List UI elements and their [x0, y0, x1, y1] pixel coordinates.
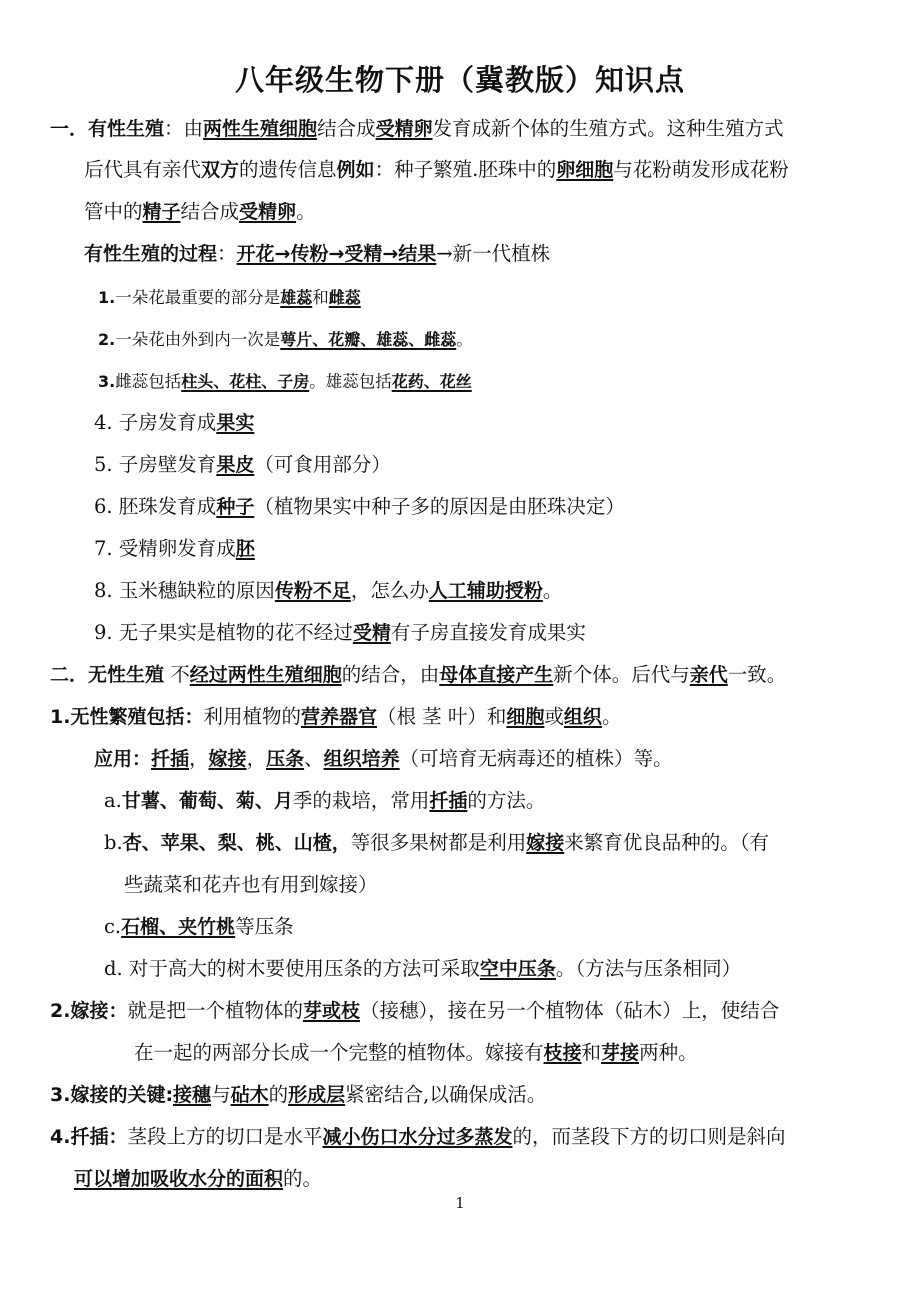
- term-sexual-reproduction: 有性生殖: [88, 118, 165, 140]
- keyword: 种子: [216, 496, 255, 518]
- keyword: 减小伤口水分过多蒸发: [322, 1126, 513, 1148]
- text: 新个体。后代与: [553, 663, 690, 686]
- text: 一致。: [727, 663, 787, 686]
- text: 就是把一个植物体的: [127, 999, 303, 1022]
- keyword: 扦插: [429, 790, 468, 812]
- text: 。: [542, 579, 563, 602]
- text: 的: [268, 1083, 289, 1106]
- text: 等压条: [235, 915, 294, 938]
- list-item: [104, 955, 741, 983]
- keyword: 组织: [563, 706, 602, 728]
- keyword: 压条: [266, 748, 305, 770]
- cutting-definition: [50, 1123, 786, 1151]
- list-item: [94, 535, 255, 563]
- text: 。（方法与压条相同）: [555, 957, 742, 980]
- text: 发育成新个体的生殖方式。这种生殖方式: [432, 117, 784, 140]
- grafting-definition: [50, 997, 779, 1025]
- text: ，怎么办: [350, 579, 429, 602]
- keyword: 嫁接: [526, 832, 565, 854]
- keyword: 扦插: [151, 748, 190, 770]
- subheading: 4.扦插：: [50, 1126, 128, 1148]
- list-item: [94, 577, 562, 605]
- text: 。: [296, 200, 316, 223]
- grafting-key: [50, 1081, 546, 1109]
- text: 茎段上方的切口是水平: [127, 1125, 323, 1148]
- keyword: 传粉不足: [274, 580, 351, 602]
- item-number: 3.: [98, 372, 116, 391]
- keyword: 柱头、花柱、子房: [181, 372, 310, 391]
- keyword: 受精卵: [375, 118, 433, 140]
- text: 管中的: [84, 200, 143, 223]
- text: 一朵花由外到内一次是: [115, 330, 281, 349]
- text: （植物果实中种子多的原因是由胚珠决定）: [254, 495, 625, 518]
- item-number: 1.: [98, 288, 116, 307]
- keyword: 接穗: [173, 1084, 212, 1106]
- list-item: [104, 913, 294, 941]
- paragraph-line: [74, 1165, 322, 1193]
- paragraph-line: [124, 871, 378, 899]
- list-item: [104, 787, 545, 815]
- list-item: [98, 368, 472, 396]
- keyword: 甘薯、葡萄、菊、月: [121, 790, 293, 812]
- keyword: 受精卵: [239, 201, 297, 223]
- keyword: 经过两性生殖细胞: [189, 664, 342, 686]
- list-item: [104, 829, 769, 857]
- keyword: 砧木: [230, 1084, 269, 1106]
- keyword: 人工辅助授粉: [428, 580, 543, 602]
- item-number: 2.: [98, 330, 116, 349]
- list-item: [98, 326, 473, 354]
- text: 后代具有亲代: [84, 158, 202, 181]
- text: 的遗传信息: [239, 158, 337, 181]
- text: （根 茎 叶）和: [376, 705, 507, 728]
- keyword: 卵细胞: [556, 159, 614, 181]
- subheading: 有性生殖的过程: [84, 243, 218, 265]
- text: 或: [544, 705, 564, 728]
- keyword: 开花→传粉→受精→结果: [236, 243, 437, 265]
- list-item: [94, 493, 625, 521]
- item-letter: b.: [104, 831, 123, 854]
- text: ：由: [164, 117, 204, 140]
- text: ，: [189, 747, 209, 770]
- text: 与花粉萌发形成花粉: [613, 158, 789, 181]
- text: ，: [246, 747, 267, 770]
- keyword: 两性生殖细胞: [203, 118, 318, 140]
- text: 两种。: [639, 1041, 698, 1064]
- keyword: 形成层: [288, 1084, 346, 1106]
- text: 的结合，由: [341, 663, 440, 686]
- text: →新一代植株: [436, 242, 551, 265]
- text: 、: [304, 747, 324, 770]
- text: 等很多果树都是利用: [350, 831, 527, 854]
- keyword: 母体直接产生: [439, 664, 554, 686]
- text: 9. 无子果实是植物的花不经过: [94, 621, 353, 644]
- keyword: 雄蕊: [280, 288, 313, 307]
- section-heading: 二．无性生殖: [50, 664, 165, 686]
- text: 和: [312, 288, 329, 307]
- text: 和: [581, 1041, 602, 1064]
- keyword: 例如: [336, 159, 375, 181]
- keyword: 亲代: [689, 664, 728, 686]
- keyword: 花药、花丝: [391, 372, 472, 391]
- text: ：: [217, 242, 237, 265]
- subheading: 1.无性繁殖包括：: [50, 706, 204, 728]
- keyword: 枝接: [543, 1042, 582, 1064]
- keyword: 雌蕊: [328, 288, 361, 307]
- keyword: 双方: [201, 159, 240, 181]
- subheading: 3.嫁接的关键:: [50, 1084, 174, 1106]
- keyword: 可以增加吸收水分的面积: [74, 1168, 284, 1190]
- paragraph-line: [94, 745, 673, 773]
- text: 。: [601, 705, 622, 728]
- text: 在一起的两部分长成一个完整的植物体。嫁接有: [134, 1041, 544, 1064]
- text: 与: [211, 1083, 231, 1106]
- keyword: 嫁接: [208, 748, 247, 770]
- text: （接穗），接在另一个植物体（砧木）上，使结合: [359, 999, 780, 1022]
- text: 些蔬菜和花卉也有用到嫁接）: [124, 873, 378, 896]
- text: 5. 子房壁发育: [94, 453, 217, 476]
- text: 一朵花最重要的部分是: [115, 288, 281, 307]
- text: ：种子繁殖.胚珠中的: [374, 158, 557, 181]
- page-title: 八年级生物下册（冀教版）知识点: [234, 63, 685, 97]
- section-number: 一．: [50, 118, 89, 140]
- keyword: 芽或枝: [302, 1000, 360, 1022]
- text: （可食用部分）: [254, 453, 391, 476]
- keyword: 精子: [142, 201, 181, 223]
- item-letter: a.: [104, 789, 122, 812]
- text: 。: [456, 330, 473, 349]
- item-letter: c.: [104, 915, 122, 938]
- text: 利用植物的: [203, 705, 301, 728]
- reproduction-process: [84, 240, 550, 268]
- paragraph-line: [84, 198, 316, 226]
- text: 的，而茎段下方的切口则是斜向: [512, 1125, 786, 1148]
- text: d. 对于高大的树木要使用压条的方法可采取: [104, 957, 480, 980]
- list-item: [98, 284, 361, 312]
- text: 有子房直接发育成果实: [390, 621, 586, 644]
- list-item: [94, 451, 391, 479]
- text: 4. 子房发育成: [94, 411, 217, 434]
- subheading: 应用：: [94, 748, 152, 770]
- text: 结合成: [180, 200, 240, 223]
- list-item: [94, 409, 254, 437]
- text: 不: [164, 663, 190, 686]
- keyword: 组织培养: [323, 748, 400, 770]
- list-item: [94, 619, 586, 647]
- sexual-reproduction-definition: [50, 115, 784, 143]
- text: 紧密结合,以确保成活。: [345, 1083, 547, 1106]
- keyword: 芽接: [601, 1042, 640, 1064]
- keyword: 胚: [235, 538, 255, 560]
- text: 8. 玉米穗缺粒的原因: [94, 579, 275, 602]
- text: （可培育无病毒还的植株）等。: [399, 747, 673, 770]
- text: 。雄蕊包括: [309, 372, 392, 391]
- keyword: 空中压条: [479, 958, 556, 980]
- text: 结合成: [317, 117, 376, 140]
- text: 6. 胚珠发育成: [94, 495, 217, 518]
- keyword: 果皮: [216, 454, 255, 476]
- text: 的方法。: [467, 789, 546, 812]
- keyword: 营养器官: [300, 706, 377, 728]
- text: 的。: [283, 1167, 323, 1190]
- paragraph-line: [50, 703, 621, 731]
- text: 雌蕊包括: [115, 372, 182, 391]
- text: 来繁育优良品种的。（有: [564, 831, 769, 854]
- asexual-reproduction-definition: [50, 661, 786, 689]
- keyword: 受精: [352, 622, 391, 644]
- keyword: 杏、苹果、梨、桃、山楂，: [122, 832, 351, 854]
- paragraph-line: [134, 1039, 698, 1067]
- subheading: 2.嫁接：: [50, 1000, 128, 1022]
- text: 7. 受精卵发育成: [94, 537, 236, 560]
- keyword: 细胞: [506, 706, 545, 728]
- text: 季的栽培，常用: [292, 789, 430, 812]
- keyword: 果实: [216, 412, 255, 434]
- keyword: 石榴、夹竹桃: [121, 916, 236, 938]
- keyword: 萼片、花瓣、雄蕊、雌蕊: [280, 330, 457, 349]
- page-number: 1: [455, 1194, 465, 1212]
- paragraph-line: [84, 156, 789, 184]
